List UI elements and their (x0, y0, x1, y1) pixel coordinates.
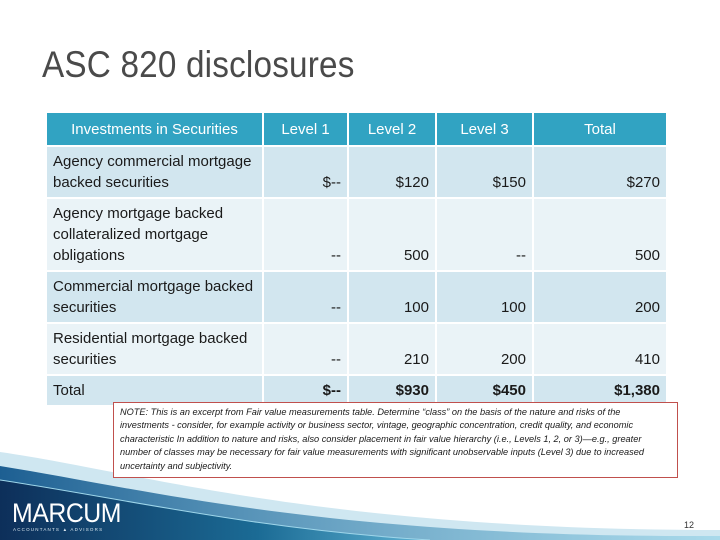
header-total: Total (533, 113, 666, 146)
header-level-3: Level 3 (436, 113, 533, 146)
cell-level-1: $-- (263, 146, 348, 198)
logo-tagline: ACCOUNTANTS ▲ ADVISORS (13, 527, 104, 532)
table-row (47, 271, 666, 323)
cell-level-3: 100 (436, 271, 533, 323)
cell-level-2: 210 (348, 323, 436, 375)
cell-level-1: -- (263, 271, 348, 323)
row-label: Agency commercial mortgage backed securities (47, 146, 263, 198)
header-investments: Investments in Securities (47, 113, 263, 146)
cell-level-1: -- (263, 323, 348, 375)
cell-level-1: -- (263, 198, 348, 271)
table-row (47, 323, 666, 375)
cell-level-2: 500 (348, 198, 436, 271)
row-label: Commercial mortgage backed securities (47, 271, 263, 323)
marcum-wordmark-logo: MARCUM (12, 498, 122, 528)
row-label: Residential mortgage backed securities (47, 323, 263, 375)
fair-value-table (47, 113, 666, 407)
cell-level-3: $450 (436, 375, 533, 406)
cell-level-2: $120 (348, 146, 436, 198)
header-level-1: Level 1 (263, 113, 348, 146)
cell-total: 200 (533, 271, 666, 323)
cell-level-3: 200 (436, 323, 533, 375)
table-row (47, 146, 666, 198)
cell-level-2: 100 (348, 271, 436, 323)
page-number: 12 (683, 520, 694, 530)
table-row (47, 198, 666, 271)
cell-total: $270 (533, 146, 666, 198)
note-box: NOTE: This is an excerpt from Fair value measurements table. Determine “class” on the basis of the nature and risks of the investments - consider, for example activity or business sector, vintage, geographic concentration, credit quality, and economic characteristic In addition to nature and risks, also consider placement in fair value hierarchy (i.e., Levels 1, 2, or 3)—e.g., greater number of classes may be necessary for fair value measurements with significant unobservable inputs (Level 3) due to increased uncertainty and subjectivity. (113, 402, 678, 478)
cell-level-2: $930 (348, 375, 436, 406)
cell-total: 500 (533, 198, 666, 271)
cell-level-3: -- (436, 198, 533, 271)
row-label: Agency mortgage backed collateralized mortgage obligations (47, 198, 263, 271)
table-header-row (47, 113, 666, 146)
cell-level-1: $-- (263, 375, 348, 406)
header-level-2: Level 2 (348, 113, 436, 146)
cell-total: 410 (533, 323, 666, 375)
row-label: Total (47, 375, 263, 406)
slide-title: ASC 820 disclosures (42, 44, 355, 85)
cell-level-3: $150 (436, 146, 533, 198)
cell-total: $1,380 (533, 375, 666, 406)
